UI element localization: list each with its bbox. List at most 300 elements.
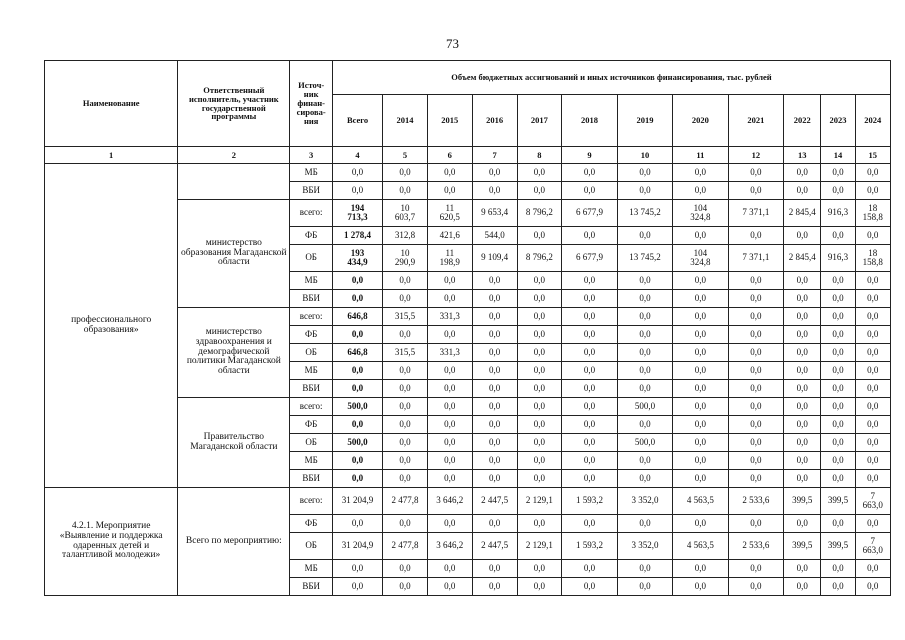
value-cell: 0,0 (383, 290, 428, 308)
value-cell: 399,5 (821, 533, 855, 560)
value-cell: 646,8 (332, 344, 382, 362)
value-cell: 0,0 (517, 398, 562, 416)
value-cell: 0,0 (472, 452, 517, 470)
value-cell: 4 563,5 (673, 533, 728, 560)
header-year-2016: 2016 (472, 95, 517, 147)
value-cell: 0,0 (472, 578, 517, 596)
row-name: профессионального образования» (45, 164, 178, 488)
value-cell: 0,0 (728, 470, 783, 488)
row-source: МБ (290, 164, 333, 182)
value-cell: 18 158,8 (855, 245, 890, 272)
value-cell: 0,0 (855, 344, 890, 362)
header-year-2017: 2017 (517, 95, 562, 147)
value-cell: 0,0 (332, 452, 382, 470)
header-year-2015: 2015 (427, 95, 472, 147)
value-cell: 916,3 (821, 200, 855, 227)
value-cell: 0,0 (517, 308, 562, 326)
value-cell: 0,0 (784, 416, 821, 434)
value-cell: 0,0 (728, 227, 783, 245)
column-number: 7 (472, 147, 517, 164)
value-cell: 0,0 (617, 227, 672, 245)
value-cell: 0,0 (383, 182, 428, 200)
value-cell: 0,0 (383, 272, 428, 290)
row-responsible: министерство образования Магаданской области (178, 200, 290, 308)
value-cell: 0,0 (332, 164, 382, 182)
header-name: Наименование (45, 61, 178, 147)
value-cell: 0,0 (427, 416, 472, 434)
value-cell: 9 109,4 (472, 245, 517, 272)
value-cell: 0,0 (472, 380, 517, 398)
value-cell: 0,0 (821, 578, 855, 596)
value-cell: 0,0 (562, 398, 617, 416)
value-cell: 0,0 (673, 290, 728, 308)
value-cell: 0,0 (728, 416, 783, 434)
value-cell: 331,3 (427, 344, 472, 362)
value-cell: 0,0 (562, 380, 617, 398)
value-cell: 315,5 (383, 344, 428, 362)
column-number: 13 (784, 147, 821, 164)
value-cell: 0,0 (472, 434, 517, 452)
value-cell: 0,0 (617, 560, 672, 578)
value-cell: 0,0 (673, 452, 728, 470)
value-cell: 0,0 (821, 164, 855, 182)
value-cell: 0,0 (472, 326, 517, 344)
table-row (45, 488, 891, 515)
value-cell: 500,0 (332, 398, 382, 416)
value-cell: 7 371,1 (728, 245, 783, 272)
value-cell: 500,0 (617, 434, 672, 452)
column-number: 11 (673, 147, 728, 164)
value-cell: 0,0 (517, 560, 562, 578)
value-cell: 0,0 (728, 362, 783, 380)
value-cell: 0,0 (617, 344, 672, 362)
value-cell: 11 620,5 (427, 200, 472, 227)
value-cell: 0,0 (728, 398, 783, 416)
value-cell: 0,0 (472, 398, 517, 416)
value-cell: 0,0 (517, 578, 562, 596)
value-cell: 0,0 (784, 515, 821, 533)
header-volume: Объем бюджетных ассигнований и иных источников финансирования, тыс. рублей (332, 61, 890, 95)
value-cell: 0,0 (617, 290, 672, 308)
value-cell: 0,0 (617, 452, 672, 470)
page-number: 73 (446, 36, 459, 51)
value-cell: 0,0 (472, 515, 517, 533)
value-cell: 0,0 (784, 578, 821, 596)
value-cell: 0,0 (383, 515, 428, 533)
row-source: ФБ (290, 515, 333, 533)
row-responsible: Всего по мероприятию: (178, 488, 290, 596)
column-number: 1 (45, 147, 178, 164)
value-cell: 0,0 (728, 434, 783, 452)
value-cell: 0,0 (517, 470, 562, 488)
value-cell: 2 533,6 (728, 488, 783, 515)
value-cell: 0,0 (383, 398, 428, 416)
value-cell: 0,0 (821, 362, 855, 380)
value-cell: 0,0 (617, 470, 672, 488)
value-cell: 0,0 (332, 272, 382, 290)
value-cell: 0,0 (517, 164, 562, 182)
value-cell: 0,0 (855, 434, 890, 452)
value-cell: 0,0 (562, 515, 617, 533)
value-cell: 0,0 (332, 515, 382, 533)
value-cell: 0,0 (332, 380, 382, 398)
column-number: 12 (728, 147, 783, 164)
value-cell: 0,0 (673, 227, 728, 245)
value-cell: 3 352,0 (617, 533, 672, 560)
value-cell: 8 796,2 (517, 200, 562, 227)
value-cell: 0,0 (332, 362, 382, 380)
value-cell: 1 278,4 (332, 227, 382, 245)
row-source: МБ (290, 560, 333, 578)
value-cell: 0,0 (562, 344, 617, 362)
value-cell: 0,0 (427, 290, 472, 308)
value-cell: 1 593,2 (562, 488, 617, 515)
value-cell: 0,0 (472, 416, 517, 434)
value-cell: 0,0 (673, 398, 728, 416)
value-cell: 0,0 (562, 272, 617, 290)
value-cell: 0,0 (821, 434, 855, 452)
row-responsible: Правительство Магаданской области (178, 398, 290, 488)
value-cell: 0,0 (332, 560, 382, 578)
row-source: ФБ (290, 416, 333, 434)
row-source: ВБИ (290, 290, 333, 308)
value-cell: 0,0 (562, 182, 617, 200)
value-cell: 0,0 (855, 164, 890, 182)
value-cell: 0,0 (728, 308, 783, 326)
value-cell: 0,0 (332, 326, 382, 344)
value-cell: 0,0 (472, 470, 517, 488)
value-cell: 10 290,9 (383, 245, 428, 272)
value-cell: 0,0 (784, 344, 821, 362)
value-cell: 0,0 (517, 380, 562, 398)
column-number: 4 (332, 147, 382, 164)
row-source: ФБ (290, 227, 333, 245)
value-cell: 6 677,9 (562, 245, 617, 272)
value-cell: 0,0 (332, 290, 382, 308)
value-cell: 0,0 (427, 182, 472, 200)
value-cell: 0,0 (472, 308, 517, 326)
value-cell: 0,0 (673, 182, 728, 200)
value-cell: 0,0 (332, 470, 382, 488)
value-cell: 0,0 (427, 470, 472, 488)
value-cell: 3 352,0 (617, 488, 672, 515)
column-numbers-row (45, 147, 891, 164)
value-cell: 0,0 (472, 362, 517, 380)
value-cell: 0,0 (821, 380, 855, 398)
value-cell: 0,0 (472, 164, 517, 182)
value-cell: 0,0 (673, 578, 728, 596)
value-cell: 7 371,1 (728, 200, 783, 227)
value-cell: 2 845,4 (784, 245, 821, 272)
value-cell: 18 158,8 (855, 200, 890, 227)
row-source: ВБИ (290, 380, 333, 398)
value-cell: 0,0 (562, 290, 617, 308)
value-cell: 13 745,2 (617, 200, 672, 227)
value-cell: 0,0 (821, 272, 855, 290)
header-year-2018: 2018 (562, 95, 617, 147)
value-cell: 0,0 (517, 272, 562, 290)
value-cell: 0,0 (821, 308, 855, 326)
value-cell: 0,0 (855, 398, 890, 416)
value-cell: 0,0 (855, 308, 890, 326)
value-cell: 2 477,8 (383, 533, 428, 560)
value-cell: 0,0 (383, 470, 428, 488)
value-cell: 0,0 (784, 290, 821, 308)
value-cell: 0,0 (784, 272, 821, 290)
header-year-2022: 2022 (784, 95, 821, 147)
value-cell: 0,0 (673, 560, 728, 578)
value-cell: 0,0 (728, 272, 783, 290)
column-number: 10 (617, 147, 672, 164)
value-cell: 0,0 (855, 227, 890, 245)
value-cell: 194 713,3 (332, 200, 382, 227)
value-cell: 0,0 (821, 515, 855, 533)
value-cell: 0,0 (673, 434, 728, 452)
value-cell: 0,0 (855, 290, 890, 308)
value-cell: 3 646,2 (427, 488, 472, 515)
value-cell: 0,0 (673, 470, 728, 488)
value-cell: 0,0 (784, 398, 821, 416)
value-cell: 0,0 (673, 344, 728, 362)
value-cell: 0,0 (821, 452, 855, 470)
value-cell: 0,0 (784, 227, 821, 245)
value-cell: 312,8 (383, 227, 428, 245)
row-source: МБ (290, 272, 333, 290)
value-cell: 0,0 (728, 560, 783, 578)
table-body (45, 164, 891, 596)
value-cell: 0,0 (617, 272, 672, 290)
value-cell: 0,0 (855, 452, 890, 470)
table-row (45, 164, 891, 182)
value-cell: 0,0 (855, 416, 890, 434)
column-number: 8 (517, 147, 562, 164)
row-source: ВБИ (290, 470, 333, 488)
value-cell: 0,0 (821, 182, 855, 200)
value-cell: 0,0 (517, 290, 562, 308)
value-cell: 0,0 (562, 470, 617, 488)
value-cell: 31 204,9 (332, 488, 382, 515)
value-cell: 0,0 (383, 434, 428, 452)
value-cell: 0,0 (673, 326, 728, 344)
value-cell: 0,0 (617, 326, 672, 344)
value-cell: 0,0 (427, 164, 472, 182)
value-cell: 7 663,0 (855, 533, 890, 560)
header-year-total: Всего (332, 95, 382, 147)
value-cell: 0,0 (728, 326, 783, 344)
value-cell: 0,0 (728, 578, 783, 596)
header-year-2023: 2023 (821, 95, 855, 147)
value-cell: 0,0 (855, 380, 890, 398)
value-cell: 0,0 (821, 416, 855, 434)
value-cell: 10 603,7 (383, 200, 428, 227)
value-cell: 0,0 (562, 362, 617, 380)
row-name: 4.2.1. Мероприятие «Выявление и поддержка одаренных детей и талантливой молодежи» (45, 488, 178, 596)
value-cell: 0,0 (427, 326, 472, 344)
value-cell: 0,0 (517, 362, 562, 380)
value-cell: 0,0 (617, 182, 672, 200)
value-cell: 9 653,4 (472, 200, 517, 227)
row-source: ВБИ (290, 578, 333, 596)
row-source: всего: (290, 308, 333, 326)
value-cell: 0,0 (472, 182, 517, 200)
value-cell: 0,0 (517, 227, 562, 245)
column-number: 14 (821, 147, 855, 164)
value-cell: 0,0 (427, 578, 472, 596)
value-cell: 0,0 (562, 227, 617, 245)
value-cell: 0,0 (617, 308, 672, 326)
value-cell: 0,0 (383, 578, 428, 596)
value-cell: 0,0 (673, 515, 728, 533)
value-cell: 0,0 (427, 434, 472, 452)
value-cell: 0,0 (821, 326, 855, 344)
value-cell: 0,0 (784, 380, 821, 398)
header-year-2019: 2019 (617, 95, 672, 147)
column-number: 6 (427, 147, 472, 164)
value-cell: 0,0 (673, 416, 728, 434)
column-number: 3 (290, 147, 333, 164)
value-cell: 0,0 (562, 452, 617, 470)
value-cell: 0,0 (427, 398, 472, 416)
value-cell: 0,0 (673, 362, 728, 380)
value-cell: 0,0 (855, 362, 890, 380)
row-source: ОБ (290, 533, 333, 560)
value-cell: 0,0 (821, 344, 855, 362)
value-cell: 2 533,6 (728, 533, 783, 560)
value-cell: 1 593,2 (562, 533, 617, 560)
value-cell: 0,0 (617, 416, 672, 434)
value-cell: 0,0 (517, 515, 562, 533)
value-cell: 0,0 (784, 164, 821, 182)
value-cell: 0,0 (517, 344, 562, 362)
value-cell: 0,0 (383, 416, 428, 434)
value-cell: 0,0 (383, 380, 428, 398)
header-responsible: Ответственный исполнитель, участник государственной программы (178, 61, 290, 147)
value-cell: 0,0 (855, 182, 890, 200)
value-cell: 0,0 (728, 344, 783, 362)
value-cell: 0,0 (855, 272, 890, 290)
row-source: ОБ (290, 434, 333, 452)
value-cell: 2 129,1 (517, 488, 562, 515)
value-cell: 0,0 (821, 290, 855, 308)
row-responsible: министерство здравоохранения и демографической политики Магаданской области (178, 308, 290, 398)
value-cell: 0,0 (617, 380, 672, 398)
row-source: всего: (290, 200, 333, 227)
value-cell: 0,0 (784, 326, 821, 344)
value-cell: 500,0 (332, 434, 382, 452)
value-cell: 0,0 (728, 290, 783, 308)
row-responsible (178, 164, 290, 200)
value-cell: 6 677,9 (562, 200, 617, 227)
value-cell: 0,0 (821, 227, 855, 245)
value-cell: 646,8 (332, 308, 382, 326)
column-number: 15 (855, 147, 890, 164)
value-cell: 399,5 (821, 488, 855, 515)
value-cell: 0,0 (383, 560, 428, 578)
value-cell: 0,0 (728, 452, 783, 470)
value-cell: 0,0 (784, 182, 821, 200)
value-cell: 2 447,5 (472, 533, 517, 560)
row-source: ОБ (290, 245, 333, 272)
value-cell: 0,0 (728, 182, 783, 200)
value-cell: 0,0 (673, 272, 728, 290)
value-cell: 0,0 (855, 560, 890, 578)
value-cell: 0,0 (517, 182, 562, 200)
value-cell: 0,0 (472, 344, 517, 362)
value-cell: 0,0 (673, 308, 728, 326)
value-cell: 0,0 (784, 452, 821, 470)
row-source: ОБ (290, 344, 333, 362)
value-cell: 0,0 (517, 434, 562, 452)
value-cell: 0,0 (517, 452, 562, 470)
value-cell: 31 204,9 (332, 533, 382, 560)
value-cell: 0,0 (427, 272, 472, 290)
value-cell: 0,0 (472, 290, 517, 308)
value-cell: 0,0 (728, 380, 783, 398)
value-cell: 0,0 (472, 560, 517, 578)
value-cell: 2 129,1 (517, 533, 562, 560)
value-cell: 0,0 (673, 380, 728, 398)
value-cell: 0,0 (855, 515, 890, 533)
row-source: ВБИ (290, 182, 333, 200)
value-cell: 0,0 (855, 470, 890, 488)
value-cell: 0,0 (562, 326, 617, 344)
value-cell: 0,0 (784, 362, 821, 380)
value-cell: 104 324,8 (673, 245, 728, 272)
header-year-2021: 2021 (728, 95, 783, 147)
row-source: МБ (290, 452, 333, 470)
column-number: 2 (178, 147, 290, 164)
value-cell: 0,0 (562, 164, 617, 182)
value-cell: 0,0 (784, 470, 821, 488)
value-cell: 0,0 (728, 515, 783, 533)
value-cell: 0,0 (427, 362, 472, 380)
value-cell: 104 324,8 (673, 200, 728, 227)
header-year-2024: 2024 (855, 95, 890, 147)
value-cell: 0,0 (821, 560, 855, 578)
value-cell: 2 447,5 (472, 488, 517, 515)
value-cell: 0,0 (673, 164, 728, 182)
value-cell: 0,0 (617, 515, 672, 533)
header-year-2014: 2014 (383, 95, 428, 147)
column-number: 5 (383, 147, 428, 164)
value-cell: 399,5 (784, 488, 821, 515)
value-cell: 0,0 (562, 578, 617, 596)
value-cell: 0,0 (617, 362, 672, 380)
value-cell: 0,0 (617, 578, 672, 596)
value-cell: 7 663,0 (855, 488, 890, 515)
value-cell: 0,0 (855, 326, 890, 344)
value-cell: 0,0 (517, 416, 562, 434)
value-cell: 8 796,2 (517, 245, 562, 272)
value-cell: 2 845,4 (784, 200, 821, 227)
value-cell: 0,0 (728, 164, 783, 182)
row-source: всего: (290, 488, 333, 515)
value-cell: 0,0 (383, 362, 428, 380)
value-cell: 0,0 (332, 578, 382, 596)
value-cell: 0,0 (821, 398, 855, 416)
value-cell: 0,0 (383, 326, 428, 344)
value-cell: 13 745,2 (617, 245, 672, 272)
value-cell: 0,0 (562, 434, 617, 452)
value-cell: 4 563,5 (673, 488, 728, 515)
value-cell: 0,0 (821, 470, 855, 488)
value-cell: 0,0 (332, 416, 382, 434)
value-cell: 0,0 (562, 560, 617, 578)
value-cell: 0,0 (562, 416, 617, 434)
value-cell: 0,0 (427, 515, 472, 533)
value-cell: 0,0 (383, 164, 428, 182)
value-cell: 544,0 (472, 227, 517, 245)
